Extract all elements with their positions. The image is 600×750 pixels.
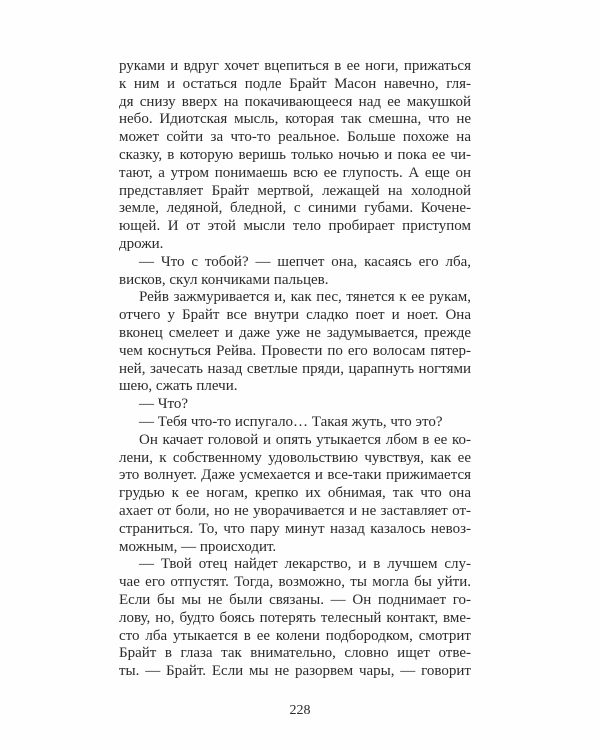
text-line: земле, ледяной, бледной, с синими губами. Кочене- xyxy=(119,200,471,217)
text-line: лени, к собственному удовольствию чувствуя, как ее xyxy=(119,449,471,466)
text-line: это волнует. Даже усмехается и все-таки прижимается xyxy=(119,467,471,484)
text-line: грудью к ее ногам, крепко их обнимая, так что она xyxy=(119,485,471,502)
paragraph xyxy=(119,396,471,414)
text-line: Рейв зажмуривается и, как пес, тянется к ее рукам, xyxy=(139,289,471,306)
text-line: небо. Идиотская мысль, которая так смешна, что не xyxy=(119,111,471,128)
text-line: страниться. То, что пару минут назад казалось невоз- xyxy=(119,520,471,537)
page-number: 228 xyxy=(289,703,311,718)
text-line: ющей. И от этой мысли тело пробирает приступом xyxy=(119,218,471,235)
text-line: чем коснуться Рейва. Провести по его волосам пятер- xyxy=(119,342,471,359)
text-line: лову, но, будто боясь потерять телесный контакт, вме- xyxy=(119,609,471,626)
text-line: ты. — Брайт. Если мы не разорвем чары, — говорит xyxy=(119,663,471,680)
text-line: Он качает головой и опять утыкается лбом в ее ко- xyxy=(139,431,471,448)
paragraph xyxy=(119,432,471,557)
text-line: к ним и остаться подле Брайт Масон навечно, гля- xyxy=(119,75,471,92)
text-line: может сойти за что-то реальное. Больше похоже на xyxy=(119,129,471,146)
text-line: висков, скул кончиками пальцев. xyxy=(119,271,329,288)
text-line: можным, — происходит. xyxy=(119,538,277,555)
text-line: — Что с тобой? — шепчет она, касаясь его лба, xyxy=(139,253,471,270)
text-line: сто лба утыкается в ее колени подбородком, смотрит xyxy=(119,627,471,644)
text-line: — Тебя что-то испугало… Такая жуть, что это? xyxy=(139,413,443,430)
paragraph xyxy=(119,254,471,290)
text-line: дрожи. xyxy=(119,235,164,252)
paragraph xyxy=(119,414,471,432)
body-text xyxy=(119,58,471,681)
paragraph xyxy=(119,556,471,681)
paragraph xyxy=(119,289,471,396)
text-line: шею, сжать плечи. xyxy=(119,378,238,395)
text-line: Брайт в глаза так внимательно, словно ищет отве- xyxy=(119,645,471,662)
text-line: представляет Брайт мертвой, лежащей на холодной xyxy=(119,182,471,199)
text-line: сказку, в которую веришь только ночью и пока ее чи- xyxy=(119,146,471,163)
text-line: вконец смелеет и даже уже не задумывается, прежде xyxy=(119,324,471,341)
text-line: ахает от боли, но не уворачивается и не заставляет от- xyxy=(119,502,471,519)
text-line: чае его отпустят. Тогда, возможно, ты могла бы уйти. xyxy=(119,574,471,591)
text-line: отчего у Брайт все внутри сладко поет и ноет. Она xyxy=(119,307,471,324)
text-line: руками и вдруг хочет вцепиться в ее ноги, прижаться xyxy=(119,58,471,74)
paragraph xyxy=(119,58,471,254)
text-line: Если бы мы не были связаны. — Он поднимает го- xyxy=(119,591,471,608)
text-line: дя снизу вверх на покачивающееся над ее макушкой xyxy=(119,93,471,110)
text-line: ней, зачесать назад светлые пряди, царапнуть ногтями xyxy=(119,360,471,377)
text-line: — Что? xyxy=(139,396,189,413)
text-line: — Твой отец найдет лекарство, и в лучшем слу- xyxy=(139,556,471,573)
text-line: тают, а утром понимаешь всю ее глупость. А еще он xyxy=(119,164,471,181)
